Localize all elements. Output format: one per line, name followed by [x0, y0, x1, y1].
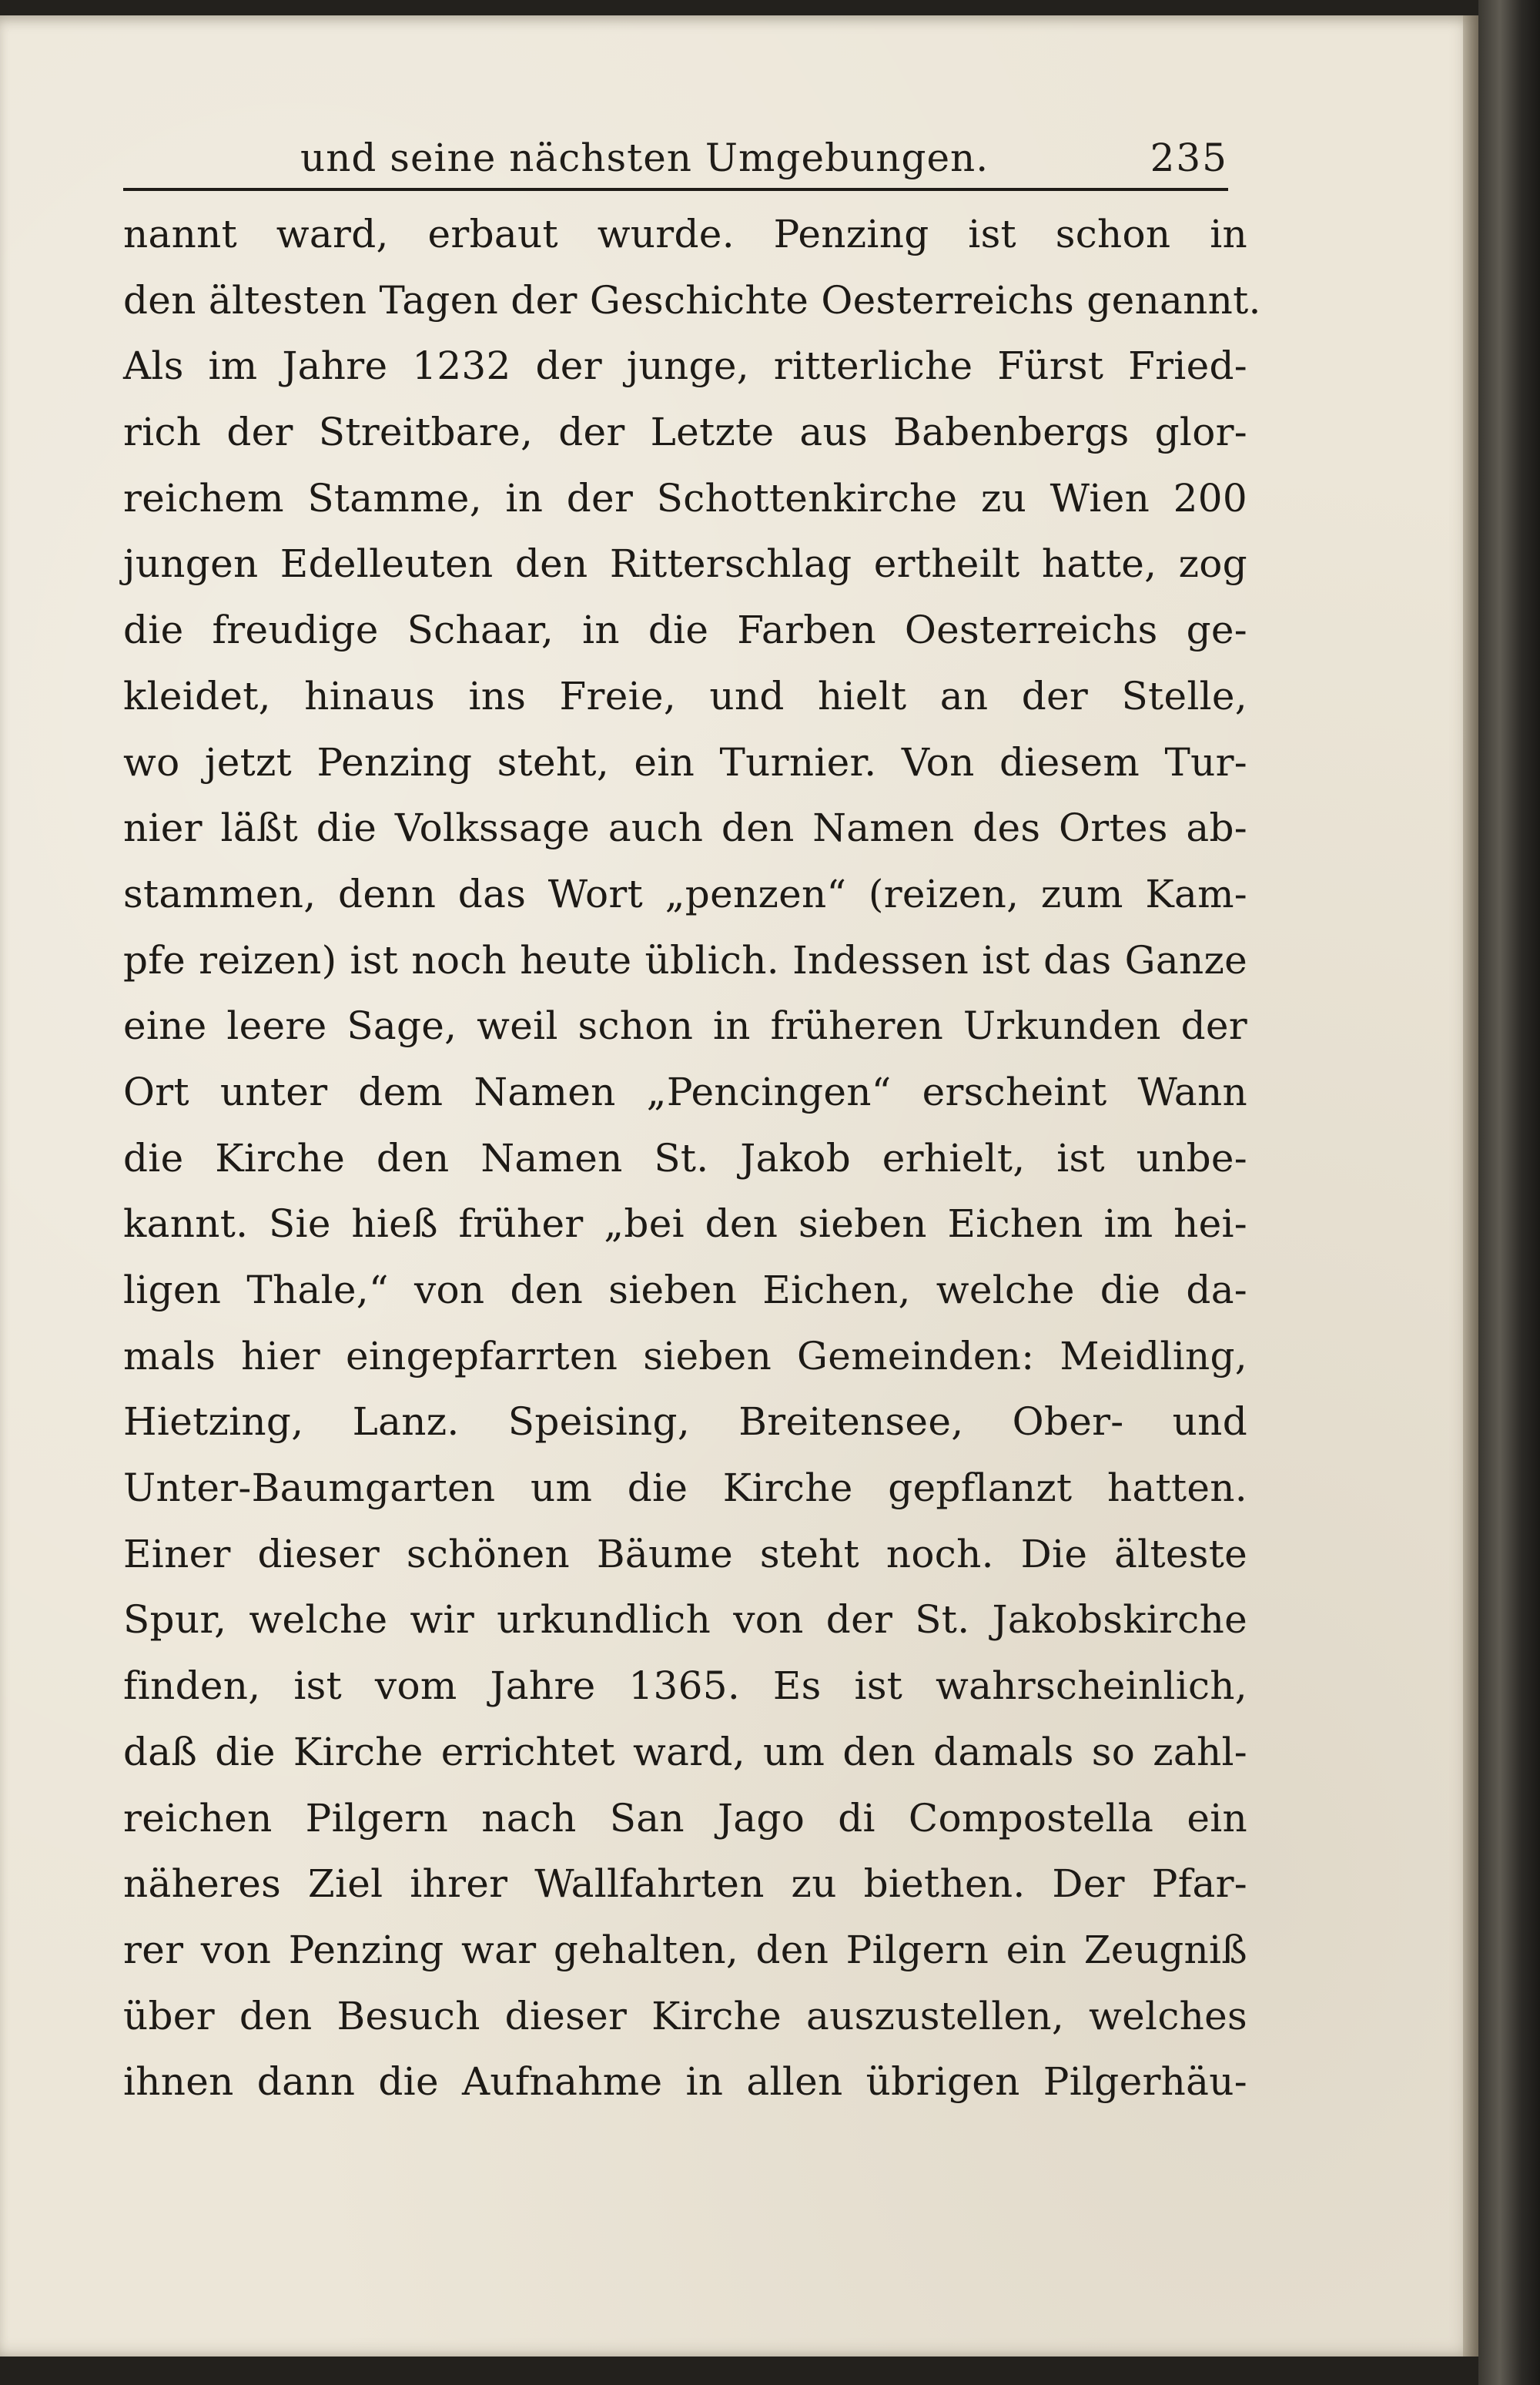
text-line: kleidet, hinaus ins Freie, und hielt an der Stelle, [123, 673, 1247, 719]
text-line: rer von Penzing war gehalten, den Pilgern ein Zeugniß [123, 1927, 1247, 1972]
text-line: die Kirche den Namen St. Jakob erhielt, ist unbe- [123, 1135, 1247, 1181]
text-line: Hietzing, Lanz. Speising, Breitensee, Ober- und [123, 1399, 1247, 1445]
text-line: Spur, welche wir urkundlich von der St. Jakobskirche [123, 1597, 1247, 1643]
text-line: Ort unter dem Namen „Pencingen“ erscheint Wann [123, 1069, 1247, 1114]
text-line: jungen Edelleuten den Ritterschlag ertheilt hatte, zog [123, 541, 1247, 587]
text-line: nier läßt die Volkssage auch den Namen des Ortes ab- [123, 806, 1247, 851]
header-rule [123, 188, 1228, 191]
text-line: die freudige Schaar, in die Farben Oesterreichs ge- [123, 608, 1247, 653]
text-line: eine leere Sage, weil schon in früheren Urkunden der [123, 1003, 1247, 1049]
text-line: ligen Thale,“ von den sieben Eichen, welche die da- [123, 1268, 1247, 1312]
text-line: Einer dieser schönen Bäume steht noch. Die älteste [123, 1531, 1247, 1576]
text-line: über den Besuch dieser Kirche auszustellen, welches [123, 1993, 1247, 2038]
text-line: rich der Streitbare, der Letzte aus Babenbergs glor- [123, 410, 1247, 455]
text-line: finden, ist vom Jahre 1365. Es ist wahrscheinlich, [123, 1663, 1247, 1709]
text-line: Unter-Baumgarten um die Kirche gepflanzt hatten. [123, 1466, 1247, 1511]
book-binding-edge [1478, 0, 1540, 2385]
text-line: den ältesten Tagen der Geschichte Oesterreichs genannt. [123, 277, 1261, 323]
text-line: wo jetzt Penzing steht, ein Turnier. Von diesem Tur- [123, 739, 1247, 785]
text-line: stammen, denn das Wort „penzen“ (reizen, zum Kam- [123, 871, 1247, 916]
text-line: kannt. Sie hieß früher „bei den sieben Eichen im hei- [123, 1201, 1247, 1247]
body-text [123, 202, 1261, 2115]
text-line: nannt ward, erbaut wurde. Penzing ist schon in [123, 212, 1247, 256]
page-header [123, 131, 1228, 185]
text-line: Als im Jahre 1232 der junge, ritterliche Fürst Fried- [123, 343, 1247, 389]
text-line: ihnen dann die Aufnahme in allen übrigen Pilgerhäu- [123, 2059, 1247, 2105]
text-line: näheres Ziel ihrer Wallfahrten zu biethen. Der Pfar- [123, 1861, 1247, 1907]
text-line: mals hier eingepfarrten sieben Gemeinden: Meidling, [123, 1333, 1247, 1378]
text-line: reichem Stamme, in der Schottenkirche zu Wien 200 [123, 475, 1247, 521]
text-line: daß die Kirche errichtet ward, um den damals so zahl- [123, 1729, 1247, 1774]
text-line: pfe reizen) ist noch heute üblich. Indessen ist das Ganze [123, 937, 1247, 983]
page-number: 235 [1150, 136, 1228, 180]
text-line: reichen Pilgern nach San Jago di Compostella ein [123, 1795, 1247, 1841]
running-head: und seine nächsten Umgebungen. [300, 136, 989, 180]
